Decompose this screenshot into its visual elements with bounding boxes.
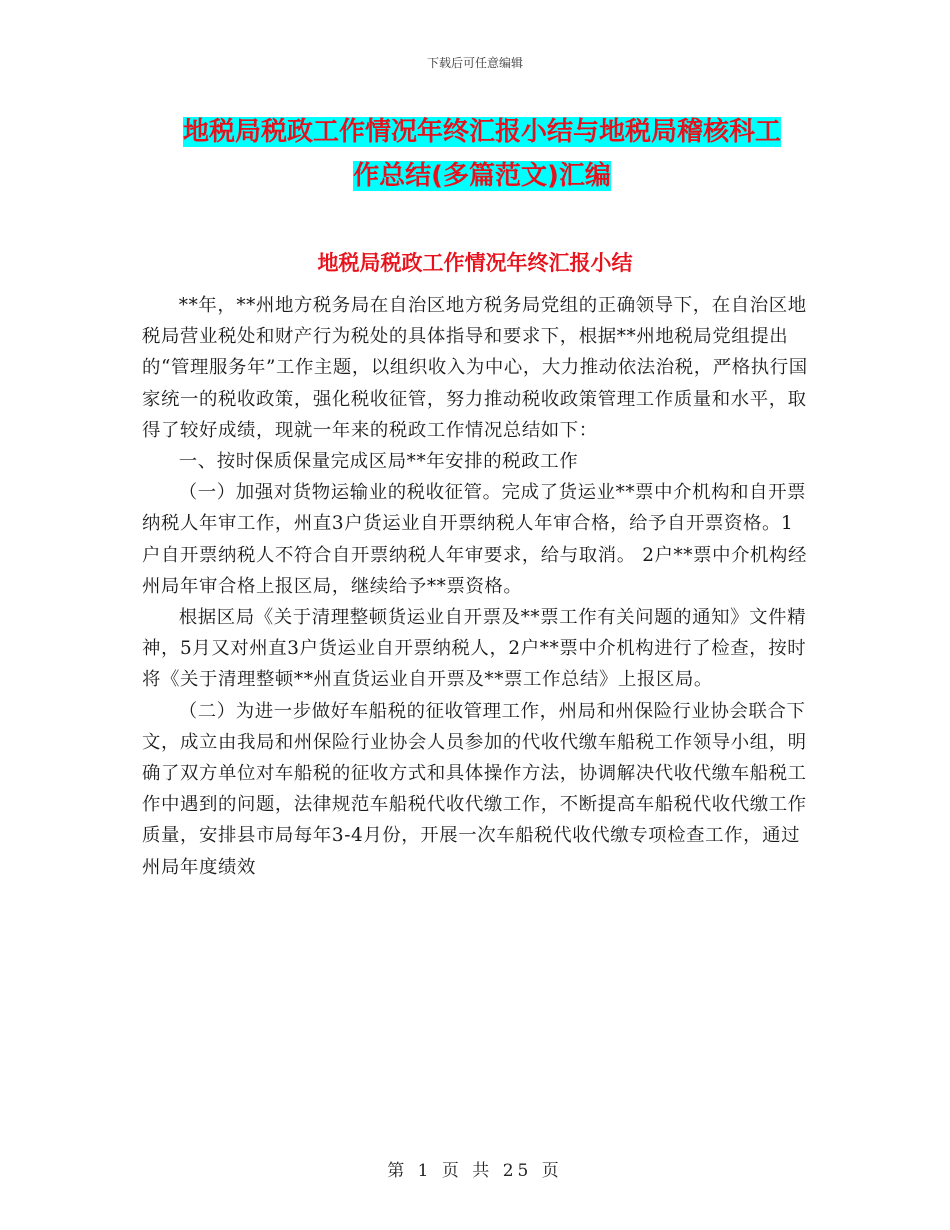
- page-number: 第 1 页 共 25 页: [387, 1161, 563, 1181]
- document-title-line1: 地税局税政工作情况年终汇报小结与地税局稽核科工: [182, 117, 781, 147]
- document-body: [142, 290, 812, 883]
- document-title-line2: 作总结(多篇范文)汇编: [353, 161, 611, 191]
- document-title: [142, 110, 822, 198]
- paragraph-item-1-cont: 根据区局《关于清理整顿货运业自开票及**票工作有关问题的通知》文件精神，5月又对州直3户货运业自开票纳税人，2户**票中介机构进行了检查，按时将《关于清理整顿**州直货运业自开票及**票工作总结》上报区局。: [142, 607, 807, 691]
- paragraph-item-1: （一）加强对货物运输业的税收征管。完成了货运业**票中介机构和自开票纳税人年审工作，州直3户货运业自开票纳税人年审合格，给予自开票资格。1户自开票纳税人不符合自开票纳税人年审要求，给与取消。 2户**票中介机构经州局年审合格上报区局，继续给予**票资格。: [142, 482, 808, 597]
- paragraph-heading-1: 一、按时保质保量完成区局**年安排的税政工作: [178, 451, 579, 473]
- section-title: 地税局税政工作情况年终汇报小结: [317, 251, 633, 275]
- page-header-note: 下载后可任意编辑: [426, 56, 523, 70]
- paragraph-intro: **年，**州地方税务局在自治区地方税务局党组的正确领导下，在自治区地税局营业税处和财产行为税处的具体指导和要求下，根据**州地税局党组提出的“管理服务年”工作主题，以组织收入为中心，大力推动依法治税，严格执行国家统一的税收政策，强化税收征管，努力推动税收政策管理工作质量和水平，取得了较好成绩，现就一年来的税政工作情况总结如下：: [142, 295, 808, 441]
- paragraph-item-2: （二）为进一步做好车船税的征收管理工作，州局和州保险行业协会联合下文，成立由我局和州保险行业协会人员参加的代收代缴车船税工作领导小组，明确了双方单位对车船税的征收方式和具体操作方法，协调解决代收代缴车船税工作中遇到的问题，法律规范车船税代收代缴工作，不断提高车船税代收代缴工作质量，安排县市局每年3-4月份，开展一次车船税代收代缴专项检查工作，通过州局年度绩效: [142, 700, 807, 878]
